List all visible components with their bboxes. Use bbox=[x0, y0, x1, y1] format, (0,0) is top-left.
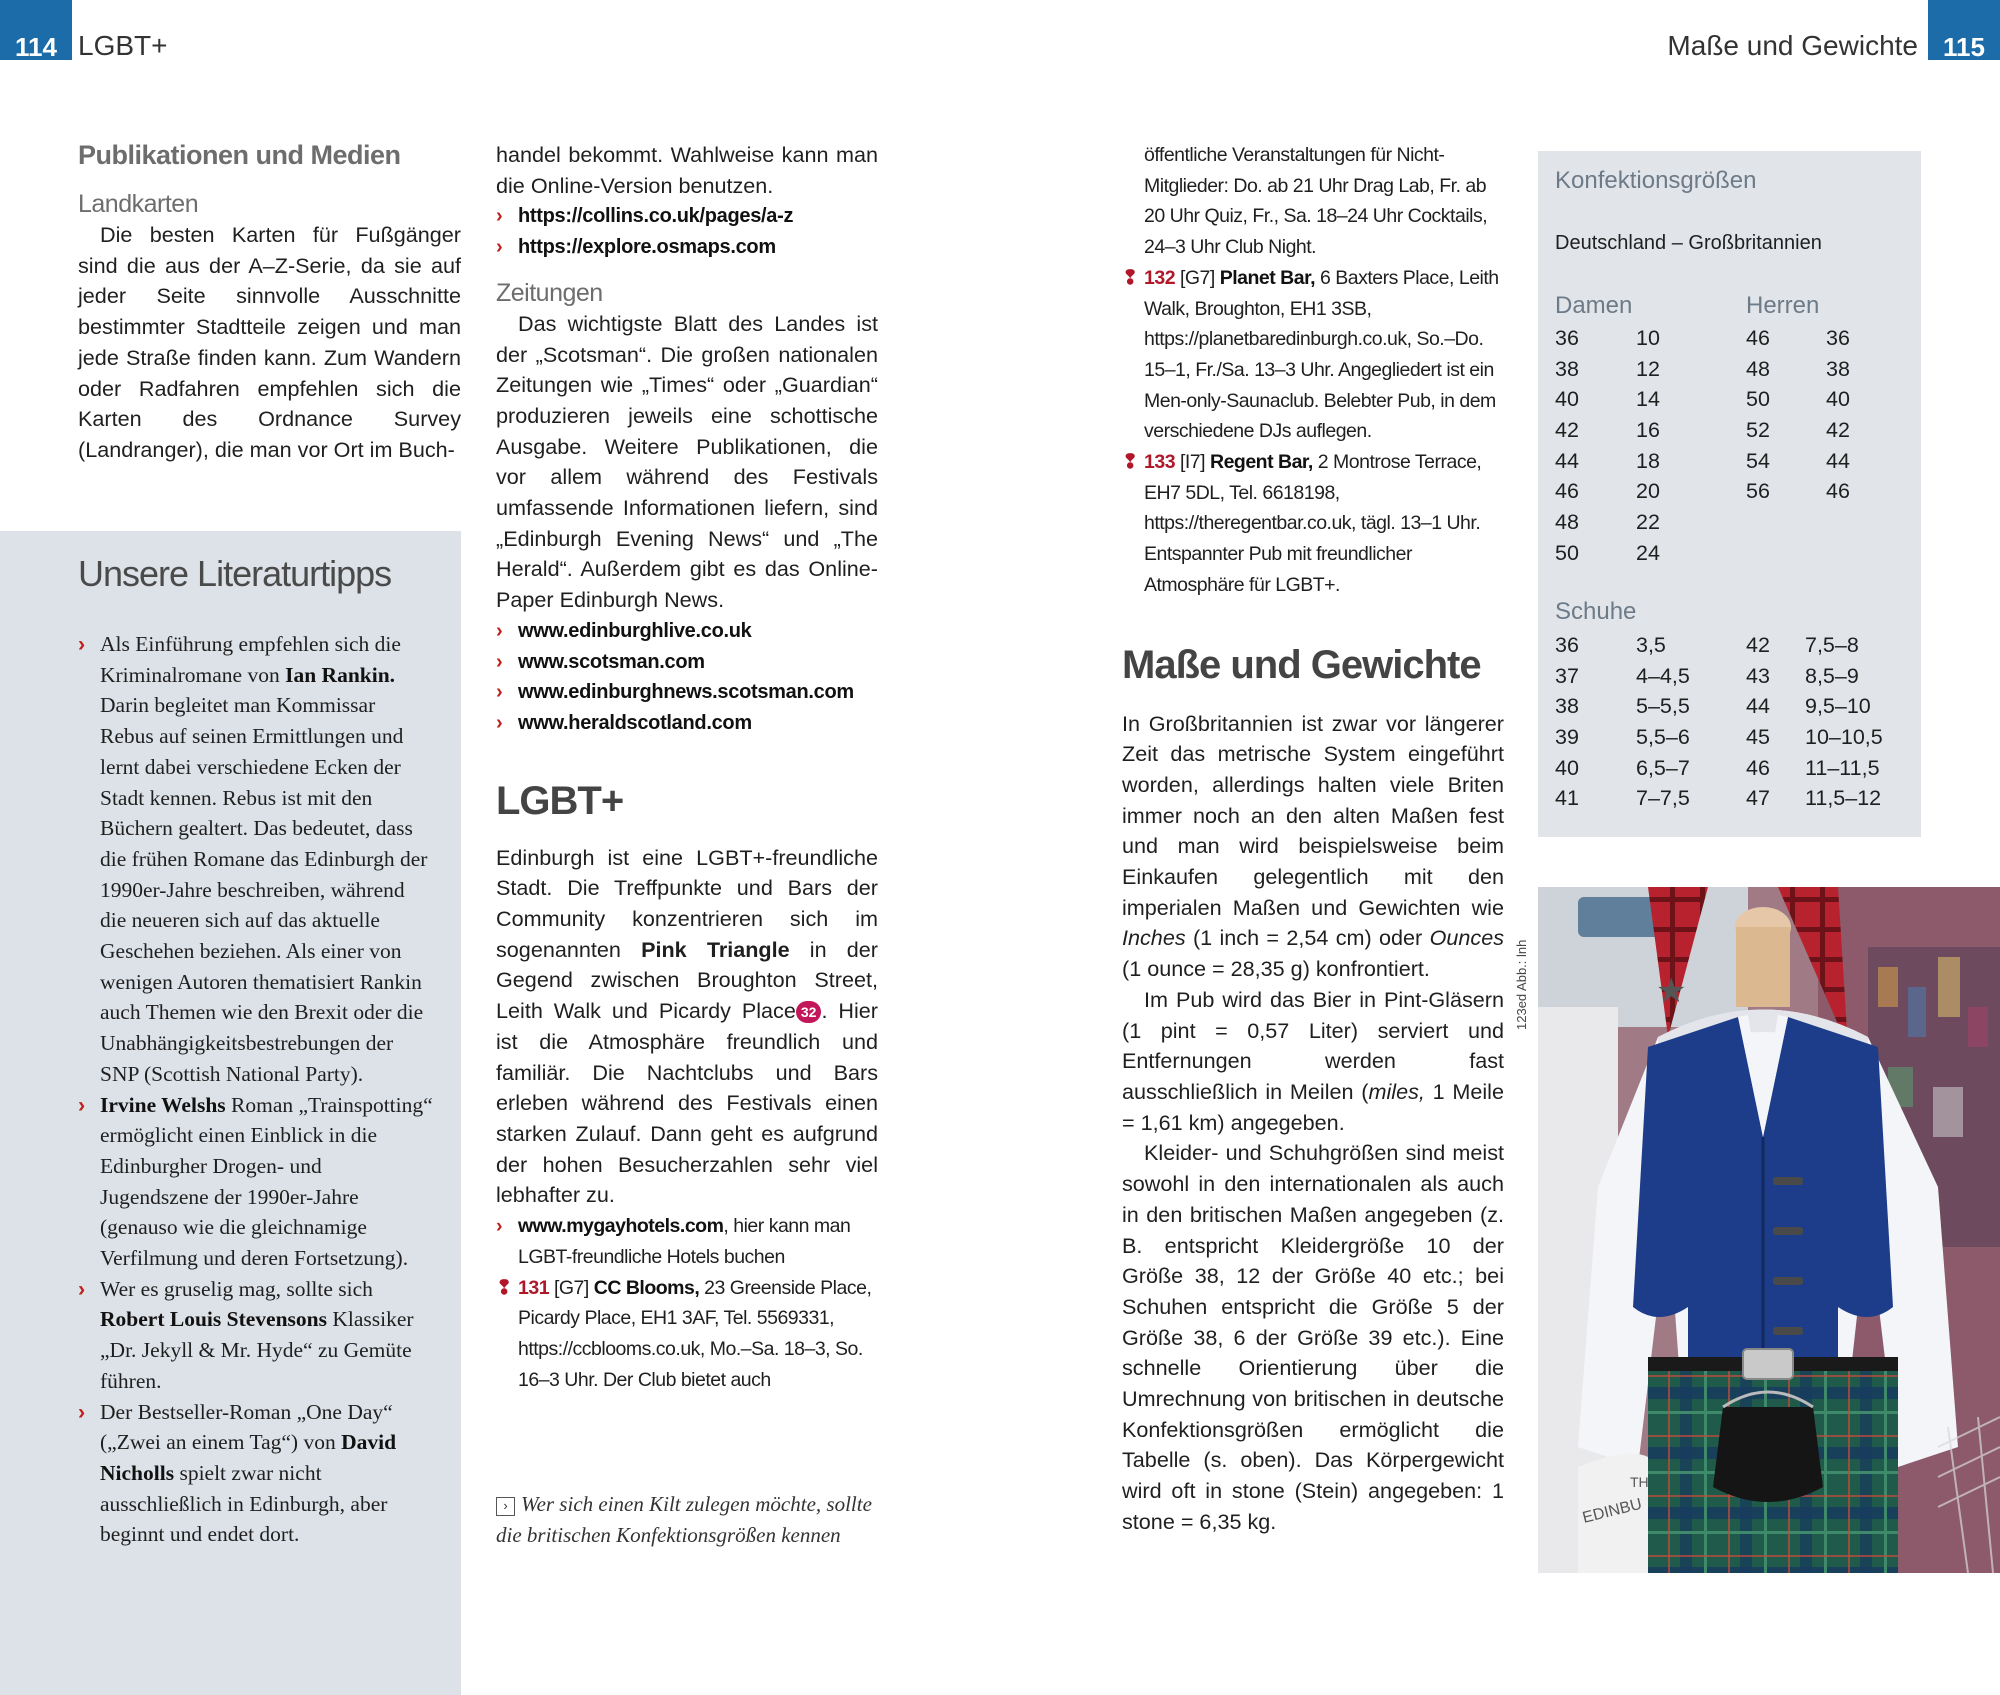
literature-tips-list bbox=[78, 629, 433, 1550]
size-row bbox=[1746, 384, 1906, 415]
schuhe-size-grid bbox=[1555, 630, 1915, 814]
size-cell: 50 bbox=[1746, 387, 1770, 412]
venue-details: 23 Greenside Place, Picardy Place, EH1 3AF, Tel. 5569331, https://ccblooms.co.uk, Mo.–Sa. 18–3, So. 16–3 Uhr. Der Club bietet auch bbox=[518, 1276, 872, 1391]
herren-label: Herren bbox=[1746, 292, 1820, 319]
venue-entry-131-continued: öffentliche Veranstaltungen für Nicht-Mitglieder: Do. ab 21 Uhr Drag Lab, Fr. ab 20 Uhr Quiz, Fr., Sa. 18–24 Uhr Cocktails, 24–3 Uhr Club Night. bbox=[1144, 144, 1488, 259]
link-text[interactable]: www.heraldscotland.com bbox=[518, 711, 752, 734]
literature-item-text: Als Einführung empfehlen sich die Kriminalromane von bbox=[100, 632, 401, 687]
caption-arrow-icon: › bbox=[496, 1497, 515, 1516]
link-osmaps[interactable] bbox=[496, 232, 878, 263]
herren-size-grid bbox=[1746, 323, 1906, 507]
heading-lgbt: LGBT+ bbox=[496, 778, 624, 823]
size-cell: 14 bbox=[1636, 387, 1660, 412]
size-row bbox=[1746, 323, 1906, 354]
size-row bbox=[1746, 354, 1906, 385]
lgbt-text-part: Edinburgh ist eine LGBT+-freundliche Stadt. Die Treffpunkte und Bars der Community konzentrieren sich im sogenannten bbox=[496, 844, 878, 962]
sign-text: EDINBU bbox=[1580, 1495, 1644, 1527]
masse-paragraph-2 bbox=[1122, 985, 1504, 1139]
size-cell: 6,5–7 bbox=[1636, 755, 1690, 780]
literature-item-text: Darin begleitet man Kommissar Rebus auf seinen Ermittlungen und lernt dabei verschiedene Ecken der Stadt kennen. Rebus ist mit den Büchern gealtert. Das bedeutet, dass die frühen Romane das Edinburgh der 1990er-Jahre beschreiben, während die neueren sich auf das aktuelle Geschehen beziehen. Als einer von wenigen Autoren thematisiert Rankin auch Themen wie den Brexit oder die Unabhängigkeitsbestrebungen der SNP (Scottish National Party). bbox=[100, 693, 428, 1086]
size-row bbox=[1555, 691, 1915, 722]
literature-item bbox=[78, 1274, 433, 1397]
link-edinburghnews[interactable] bbox=[496, 677, 878, 708]
size-cell: 38 bbox=[1555, 356, 1579, 381]
size-cell: 24 bbox=[1636, 540, 1660, 565]
schuhe-label: Schuhe bbox=[1555, 598, 1637, 625]
size-cell: 10–10,5 bbox=[1805, 725, 1883, 750]
size-cell: 12 bbox=[1636, 356, 1660, 381]
link-text[interactable]: www.edinburghnews.scotsman.com bbox=[518, 681, 854, 704]
size-cell: 54 bbox=[1746, 448, 1770, 473]
size-cell: 36 bbox=[1555, 326, 1579, 350]
chevron-right-icon: › bbox=[78, 1276, 86, 1301]
venue-number: 132 bbox=[1144, 266, 1176, 289]
size-row bbox=[1555, 384, 1715, 415]
heading-masse-gewichte: Maße und Gewichte bbox=[1122, 642, 1481, 687]
size-cell: 44 bbox=[1826, 448, 1850, 473]
left-page-number: 114 bbox=[0, 0, 72, 60]
size-cell: 20 bbox=[1636, 479, 1660, 504]
masse-text: (1 inch = 2,54 cm) oder bbox=[1185, 925, 1430, 951]
link-edinburghlive[interactable] bbox=[496, 616, 878, 647]
chevron-right-icon: › bbox=[78, 1399, 86, 1424]
left-running-title: LGBT+ bbox=[78, 30, 168, 61]
svg-text:★: ★ bbox=[1656, 972, 1687, 1010]
size-cell: 42 bbox=[1826, 418, 1850, 443]
size-cell: 7–7,5 bbox=[1636, 786, 1690, 811]
literature-author: Irvine Welshs bbox=[100, 1092, 226, 1117]
size-cell: 8,5–9 bbox=[1805, 663, 1859, 688]
landkarten-text: Die besten Karten für Fußgänger sind die aus der A–Z-Serie, da sie auf jeder Seite sinnvolle Ausschnitte bestimmter Stadtteile zeigen und man jede Straße finden kann. Zum Wandern oder Radfahren empfehlen sich die Karten des Ordnance Survey (Landranger), die man vor Ort im Buch- bbox=[78, 222, 461, 462]
size-cell: 38 bbox=[1826, 356, 1850, 381]
link-description: , hier kann man LGBT-freundliche Hotels buchen bbox=[518, 1215, 851, 1268]
literature-author: Robert Louis Stevensons bbox=[100, 1307, 327, 1332]
damen-size-grid bbox=[1555, 323, 1715, 569]
link-scotsman[interactable] bbox=[496, 647, 878, 678]
link-text[interactable]: https://collins.co.uk/pages/a-z bbox=[518, 205, 794, 228]
masse-text: (1 ounce = 28,35 g) konfrontiert. bbox=[1122, 956, 1430, 982]
size-cell: 47 bbox=[1746, 786, 1770, 811]
link-heraldscotland[interactable] bbox=[496, 708, 878, 739]
size-cell: 44 bbox=[1555, 448, 1579, 473]
pink-triangle-label: Pink Triangle bbox=[641, 936, 790, 962]
masse-term: Ounces bbox=[1429, 925, 1504, 951]
size-row bbox=[1555, 354, 1715, 385]
size-row bbox=[1555, 661, 1915, 692]
caption-text: Wer sich einen Kilt zulegen möchte, sollte die britischen Konfektionsgrößen kennen bbox=[496, 1492, 872, 1547]
size-cell: 45 bbox=[1746, 725, 1770, 750]
venue-name: CC Blooms, bbox=[593, 1276, 700, 1299]
map-marker-badge: 32 bbox=[796, 1001, 822, 1023]
venue-entry-132 bbox=[1122, 263, 1504, 447]
heading-zeitungen: Zeitungen bbox=[496, 278, 603, 307]
section-title-publications: Publikationen und Medien bbox=[78, 140, 401, 170]
masse-term: miles, bbox=[1368, 1078, 1425, 1104]
size-cell: 38 bbox=[1555, 694, 1579, 719]
link-collins[interactable] bbox=[496, 201, 878, 232]
literature-item-text: Wer es gruselig mag, sollte sich bbox=[100, 1276, 373, 1301]
map-pin-icon: ❢ bbox=[496, 1276, 512, 1299]
literature-item bbox=[78, 629, 433, 1090]
size-cell: 16 bbox=[1636, 418, 1660, 443]
lgbt-text-part: in der Gegend zwischen Broughton Street, Leith Walk und Picardy Place bbox=[496, 936, 878, 1024]
publications-continued-text: handel bekommt. Wahlweise kann man die Online-Version benutzen. bbox=[496, 142, 878, 198]
size-cell: 9,5–10 bbox=[1805, 694, 1871, 719]
publications-section bbox=[78, 138, 461, 466]
chevron-right-icon: › bbox=[496, 1215, 502, 1238]
size-cell: 46 bbox=[1746, 755, 1770, 780]
masse-text: 1 Meile = 1,61 km) angegeben. bbox=[1122, 1078, 1504, 1135]
venue-grid-ref: [G7] bbox=[549, 1276, 594, 1299]
size-row bbox=[1555, 507, 1715, 538]
size-cell: 39 bbox=[1555, 725, 1579, 750]
size-cell: 11,5–12 bbox=[1805, 786, 1882, 811]
size-cell: 44 bbox=[1746, 694, 1770, 719]
literature-tips-title: Unsere Literaturtipps bbox=[78, 553, 392, 594]
size-row bbox=[1746, 476, 1906, 507]
venue-grid-ref: [G7] bbox=[1175, 266, 1220, 289]
size-row bbox=[1555, 783, 1915, 814]
size-cell: 46 bbox=[1746, 326, 1770, 350]
chevron-right-icon: › bbox=[78, 1092, 86, 1117]
right-running-title: Maße und Gewichte bbox=[1667, 30, 1918, 61]
size-cell: 46 bbox=[1555, 479, 1579, 504]
right-page-number: 115 bbox=[1928, 0, 2000, 60]
size-cell: 7,5–8 bbox=[1805, 633, 1859, 657]
venue-name: Planet Bar, bbox=[1219, 266, 1316, 289]
size-row bbox=[1555, 476, 1715, 507]
size-cell: 3,5 bbox=[1636, 633, 1666, 657]
venue-entry-131 bbox=[496, 1273, 878, 1396]
column-venues-measures bbox=[1122, 140, 1504, 1538]
chevron-right-icon: › bbox=[78, 632, 86, 656]
size-cell: 48 bbox=[1555, 510, 1579, 535]
heading-landkarten: Landkarten bbox=[78, 190, 199, 218]
link-mygayhotels[interactable]: www.mygayhotels.com bbox=[518, 1215, 724, 1238]
masse-paragraph-3: Kleider- und Schuhgrößen sind meist sowohl in den internationalen als auch in den britischen Maßen angegeben (z. B. entspricht Kleidergröße 10 der Größe 38, 12 der Größe 40 etc.; bei Schuhen entspricht die Größe 5 der Größe 38, 6 der Größe 39 etc.). Eine schnelle Orientierung über die Umrechnung von britischen in deutsche Konfektionsgrößen ermöglicht die Tabelle (s. oben). Das Körpergewicht wird oft in stone (Stein) angegeben: 1 stone = 6,35 kg. bbox=[1122, 1140, 1504, 1534]
size-table-subtitle: Deutschland – Großbritannien bbox=[1555, 232, 1822, 254]
link-text[interactable]: www.edinburghlive.co.uk bbox=[518, 619, 752, 642]
zeitungen-text: Das wichtigste Blatt des Landes ist der „Scotsman“. Die großen nationalen Zeitungen wie „Times“ oder „Guardian“ produzieren jeweils eine schottische Ausgabe. Weitere Publikationen, die vor allem während des Festivals umfassende Informationen liefern, sind „Edinburgh Evening News“ und „The Herald“. Außerdem gibt es das Online-Paper Edinburgh News. bbox=[496, 310, 878, 613]
size-cell: 42 bbox=[1555, 418, 1579, 443]
photo-credit-text: 123ed Abb.: lnh bbox=[1514, 939, 1529, 1030]
literature-item bbox=[78, 1090, 433, 1274]
chevron-right-icon: › bbox=[496, 619, 503, 642]
size-cell: 40 bbox=[1555, 387, 1579, 412]
venue-number: 131 bbox=[518, 1276, 550, 1299]
size-row bbox=[1555, 446, 1715, 477]
size-row bbox=[1555, 323, 1715, 354]
photo-credit bbox=[1510, 890, 1540, 1030]
venue-entry-133 bbox=[1122, 447, 1504, 601]
size-cell: 40 bbox=[1555, 755, 1579, 780]
size-cell: 41 bbox=[1555, 786, 1579, 811]
size-row bbox=[1746, 415, 1906, 446]
lgbt-text bbox=[496, 843, 878, 1211]
photo-caption bbox=[496, 1489, 886, 1550]
size-cell: 22 bbox=[1636, 510, 1660, 535]
chevron-right-icon: › bbox=[496, 205, 503, 228]
literature-author: David Nicholls bbox=[100, 1430, 397, 1485]
size-row bbox=[1746, 446, 1906, 477]
map-pin-icon: ❢ bbox=[1122, 266, 1138, 289]
sign-text-small: TH bbox=[1630, 1474, 1649, 1490]
size-cell: 10 bbox=[1636, 326, 1660, 350]
chevron-right-icon: › bbox=[496, 236, 503, 259]
size-cell: 36 bbox=[1826, 326, 1850, 350]
size-table-title: Konfektionsgrößen bbox=[1555, 167, 1757, 194]
size-row bbox=[1555, 753, 1915, 784]
literature-item bbox=[78, 1397, 433, 1551]
masse-paragraph-1 bbox=[1122, 709, 1504, 985]
size-cell: 11–11,5 bbox=[1805, 755, 1880, 780]
kilt-mannequin-photo bbox=[1538, 887, 2000, 1573]
size-cell: 40 bbox=[1826, 387, 1850, 412]
size-row bbox=[1555, 722, 1915, 753]
venue-grid-ref: [I7] bbox=[1175, 451, 1210, 474]
lgbt-text-part: . Hier ist die Atmosphäre freundlich und familiär. Die Nachtclubs und Bars erleben während des Festivals einen starken Zulauf. Dann geht es aufgrund der hohen Besucherzahlen sehr viel lebhafter zu. bbox=[496, 998, 878, 1208]
chevron-right-icon: › bbox=[496, 681, 503, 704]
map-pin-icon: ❢ bbox=[1122, 451, 1138, 474]
column-newspapers-lgbt bbox=[496, 140, 878, 1395]
literature-author: Ian Rankin. bbox=[285, 662, 396, 687]
size-row bbox=[1555, 630, 1915, 661]
masse-text: Im Pub wird das Bier in Pint-Gläsern (1 pint = 0,57 Liter) serviert und Entfernungen werden fast ausschließlich in Meilen ( bbox=[1122, 986, 1504, 1104]
venue-name: Regent Bar, bbox=[1209, 451, 1313, 474]
venue-details: 6 Baxters Place, Leith Walk, Broughton, EH1 3SB, https://planetbaredinburgh.co.uk, So.–Do. 15–1, Fr./Sa. 13–3 Uhr. Angegliedert ist ein Men-only-Saunaclub. Belebter Pub, in dem verschiedene DJs auflegen. bbox=[1144, 266, 1499, 443]
link-text[interactable]: https://explore.osmaps.com bbox=[518, 236, 776, 259]
gay-hotels-link-item bbox=[496, 1211, 878, 1272]
literature-item-text: Der Bestseller-Roman „One Day“ („Zwei an einem Tag“) von bbox=[100, 1399, 393, 1455]
venue-number: 133 bbox=[1144, 451, 1176, 474]
size-row bbox=[1555, 538, 1715, 569]
size-cell: 37 bbox=[1555, 663, 1579, 688]
size-cell: 56 bbox=[1746, 479, 1770, 504]
venue-details: 2 Montrose Terrace, EH7 5DL, Tel. 6618198, https://theregentbar.co.uk, tägl. 13–1 Uhr. Entspannter Pub mit freundlicher Atmosphäre für LGBT+. bbox=[1144, 451, 1482, 596]
literature-item-text: Klassiker „Dr. Jekyll & Mr. Hyde“ zu Gemüte führen. bbox=[100, 1307, 414, 1393]
masse-term: Inches bbox=[1122, 925, 1186, 951]
size-cell: 5,5–6 bbox=[1636, 725, 1690, 750]
size-row bbox=[1555, 415, 1715, 446]
size-cell: 36 bbox=[1555, 633, 1579, 657]
size-cell: 43 bbox=[1746, 663, 1770, 688]
kilt-mannequin-image bbox=[1538, 887, 2000, 1573]
literature-item-text: spielt zwar nicht ausschließlich in Edinburgh, aber beginnt und endet dort. bbox=[100, 1460, 388, 1547]
size-cell: 5–5,5 bbox=[1636, 694, 1690, 719]
size-cell: 4–4,5 bbox=[1636, 663, 1690, 688]
literature-item-text: Roman „Trainspotting“ ermöglicht einen Einblick in die Edinburgher Drogen- und Jugendszene der 1990er-Jahre (genauso wie die gleichnamige Verfilmung und deren Fortsetzung). bbox=[100, 1092, 433, 1271]
chevron-right-icon: › bbox=[496, 711, 503, 734]
size-cell: 46 bbox=[1826, 479, 1850, 504]
size-cell: 18 bbox=[1636, 448, 1660, 473]
masse-text: In Großbritannien ist zwar vor längerer Zeit das metrische System eingeführt worden, allerdings halten viele Briten immer noch an den alten Maßen fest und man wird beispielsweise beim Einkaufen gelegentlich mit den imperialen Maßen und Gewichten wie bbox=[1122, 710, 1504, 920]
size-cell: 52 bbox=[1746, 418, 1770, 443]
size-cell: 48 bbox=[1746, 356, 1770, 381]
damen-label: Damen bbox=[1555, 292, 1633, 319]
size-cell: 42 bbox=[1746, 633, 1770, 657]
link-text[interactable]: www.scotsman.com bbox=[518, 650, 705, 673]
size-cell: 50 bbox=[1555, 540, 1579, 565]
chevron-right-icon: › bbox=[496, 650, 503, 673]
